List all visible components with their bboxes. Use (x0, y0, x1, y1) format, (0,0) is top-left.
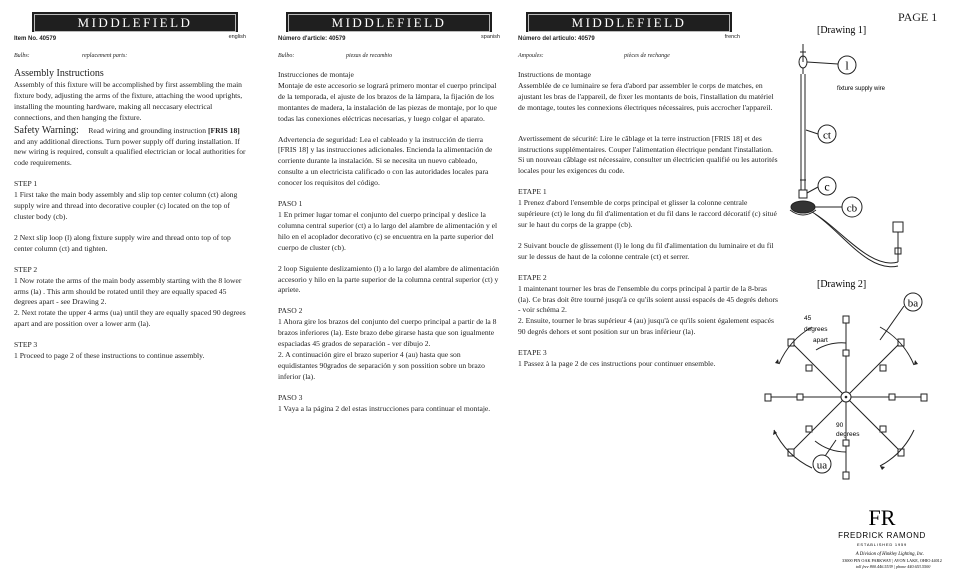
text-line: replacement parts: (82, 53, 128, 59)
language-label: french (724, 34, 740, 40)
text-line: degrees (836, 431, 860, 438)
text-line: Item No. (14, 36, 38, 42)
drawing1-title: [Drawing 1] (817, 25, 867, 36)
text-line: 2. Ensuite, tourner le bras supérieur 4 (au) jusqu'à ce qu'ils soient également espacés 90 degrés dehors et sont position sur un bras inférieur (la). (518, 316, 774, 337)
text-line: 2 loop Siguiente deslizamiento (l) a lo largo del alambre de alimentación accesorio y hilo en la parte superior de la columna central superior (ct) y apriete. (278, 263, 500, 295)
text-line: 1 Prenez d'abord l'ensemble de corps principal et glisser la colonne centrale supérieure (ct) le long du fil d'alimentation et du fil dans le raccord décoratif (c) situé sur le haut du corps de la grappe (cb). (518, 198, 777, 229)
text-line: pièces de rechange (624, 53, 670, 59)
text-line: cb (846, 202, 858, 215)
step3-heading: PASO 3 (278, 392, 303, 402)
text-line: 2 Next slip loop (l) along fixture supply wire and thread onto top of top center column (ct) and tighten. (14, 232, 231, 253)
fr-monogram: FR (868, 505, 896, 530)
assembly-text: Assembly of this fixture will be accomplished by first assembling the main fixture body, adjusting the arms of the fixture, attaching the wood uprights, installing the mounting hardware, making all neccasary electrical connections, and then hanging the fixture. (14, 80, 243, 122)
text-line: Bulbo: (278, 53, 295, 59)
text-line: degrees (804, 326, 828, 333)
text-line: Assemblée de ce luminaire se fera d'abord par assembler le corps de matches, en ajustant les bras de l'appareil, de fixer les montants de bois, l'installation du matériel de montage, toutes les connexions électriques nécessaires, puis accrocher l'appareil. (518, 80, 774, 112)
text-line: ct (823, 129, 831, 142)
text-line: piezas de recambio (346, 53, 393, 59)
drawing2-title: [Drawing 2] (817, 279, 867, 290)
text-line: apart (813, 337, 828, 344)
text-line: 1 En primer lugar tomar el conjunto del cuerpo principal y deslice la columna central superior (ct) a lo largo del alambre de alimentación y el hilo en el acoplador decorativo (c) se encuentra en la parte superior del cuerpo de cluster (cb). (278, 209, 498, 252)
safety-warning: Advertencia de seguridad: Lea el cableado y la instrucción de tierra [FRIS 18] y las instrucciones adicionales. Encienda la alimentación de corriente durante la instalación. Si se necesita un nuevo cableado, consulte a un electricista calificado o con las autoridades locales para conocer los requisitos del código. (278, 134, 493, 188)
step1-heading: ETAPE 1 (518, 187, 547, 197)
text-line: MIDDLEFIELD (528, 14, 730, 32)
language-label: english (228, 34, 246, 40)
text-line: 1 Ahora gire los brazos del conjunto del cuerpo principal a partir de la 8 brazos inferiores (la). Este brazo debe girarse hasta que son igualmente espaciadas 45 grados de separación - ver dibujo 2. (278, 317, 497, 349)
text-line: [FRIS 18] (207, 125, 240, 135)
step2-heading: STEP 2 (14, 264, 38, 274)
assembly-heading: Instrucciones de montaje (278, 70, 354, 79)
text-line: 1 Now rotate the arms of the main body assembly starting with the 8 lower arms (la) . This arm should be rotated until they are equally spaced 45 degrees apart - see Drawing 2. (14, 275, 242, 307)
text-line: Número d'article: (278, 36, 328, 42)
drawing2-arms (765, 306, 927, 479)
step3-heading: ETAPE 3 (518, 348, 547, 358)
text-line: Safety Warning: (14, 124, 79, 136)
text-line: 40579 (578, 36, 595, 42)
text-line: Bulbs: (14, 53, 30, 59)
brand-name: FREDRICK RAMOND (838, 531, 926, 540)
text-line: ua (816, 459, 828, 472)
text-line: Montaje de este accesorio se logrará primero montar el cuerpo principal de la temporada, el ajuste de los brazos de la lámpara, la fijación de los montantes de madera, la instalación de las piezas de montaje, por lo que todas las conexiones eléctricas necesarias, y luego colgar el aparato. (278, 80, 497, 123)
text-line: 1 Passez à la page 2 de ces instructions pour continuer ensemble. (518, 359, 716, 369)
text-line: 1 Vaya a la página 2 del estas instrucciones para continuar el montaje. (278, 403, 491, 413)
step2-heading: PASO 2 (278, 306, 303, 316)
text-line: c (824, 179, 830, 194)
phone-line: toll free 800.446.5539 | phone 440.653.5500 (855, 564, 931, 569)
text-line: 2 Suivant boucle de glissement (l) le long du fil d'alimentation du luminaire et du fil sur le dessus de haut de la colonne centrale (ct) et serrer. (518, 240, 774, 261)
step3-heading: STEP 3 (14, 340, 38, 350)
step1-heading: STEP 1 (14, 179, 38, 189)
text-line: l (845, 58, 849, 73)
address-line: 33000 PIN OAK PARKWAY | AVON LAKE, OHIO 44012 (842, 558, 942, 563)
text-line: 1 maintenant tourner les bras de l'ensemble du corps principal à partir de la 8-bras (la). Ce bras doit être tourné jusqu'à ce qu'ils soient aussi espacés de 45 degrés dehors - voir schéma 2. (518, 283, 779, 315)
step2-heading: ETAPE 2 (518, 272, 547, 282)
step1-heading: PASO 1 (278, 199, 303, 209)
language-label: spanish (481, 34, 500, 40)
page-label: PAGE 1 (898, 10, 938, 24)
text-line: ba (907, 297, 919, 310)
text-line: MIDDLEFIELD (34, 14, 236, 32)
text-line: Read wiring and grounding instruction (88, 125, 207, 135)
text-line: 2. Next rotate the upper 4 arms (ua) until they are equally spaced 90 degrees apart and are possition over a lower arm (la). (14, 308, 246, 329)
text-line: 1 First take the main body assembly and slip top center column (ct) along supply wire and thread into decorative coupler (c) located on the top of cluster body (cb). (14, 190, 238, 221)
assembly-heading: Instructions de montage (518, 70, 591, 79)
assembly-heading: Assembly Instructions (14, 68, 104, 79)
drawing1-fixture (790, 44, 903, 267)
text-line: 40579 (39, 36, 57, 42)
text-line: Ampoules: (518, 53, 544, 59)
division-line: A Division of Hinkley Lighting, Inc. (855, 552, 925, 557)
text-line: MIDDLEFIELD (288, 14, 490, 32)
text-line: and any additional directions. Turn power supply off during installation. If new wiring is required, consult a qualified electrician or local authorities for code requirements. (14, 136, 246, 168)
deg90-label: 90 (836, 422, 844, 429)
safety-warning: Avertissement de sécurité: Lire le câblage et la terre instruction [FRIS 18] et des instructions supplémentaires. Couper l'alimentation électrique pendant l'installation. Si un nouveau câblage est nécessaire, consulter un électricien qualifié ou les autorités locales pour les exigences du code. (518, 133, 778, 176)
deg45-label: 45 (804, 315, 812, 322)
established-line: ESTABLISHED 1959 (856, 542, 908, 547)
text-line: 1 Proceed to page 2 of these instructions to continue assembly. (14, 351, 205, 361)
text-line: Número del articulo: (518, 36, 577, 42)
supply-wire-label: fixture supply wire (837, 86, 886, 92)
text-line: 40579 (328, 36, 346, 42)
text-line: 2. A continuación gire el brazo superior 4 (au) hasta que son equidistantes 90grados de separación y son possition sobre un brazo inferior (la). (278, 349, 485, 381)
